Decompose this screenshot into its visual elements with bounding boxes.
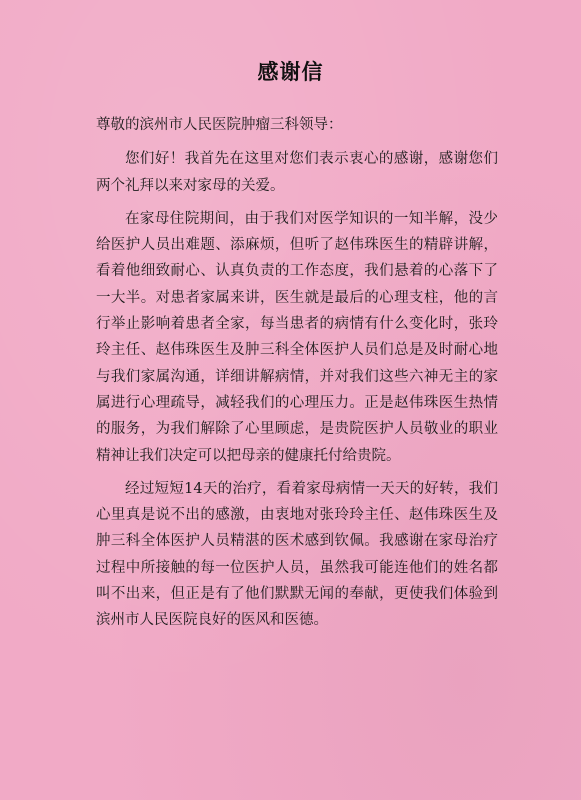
letter-salutation: 尊敬的滨州市人民医院肿瘤三科领导：: [96, 117, 343, 133]
letter-paragraph-2: 在家母住院期间，由于我们对医学知识的一知半解，没少给医护人员出难题、添麻烦，但听了赵伟珠医生的精辟讲解，看着他细致耐心、认真负责的工作态度，我们悬着的心落下了一大半。对患者家属来讲，医生就是最后的心理支柱，他的言行举止影响着患者全家，每当患者的病情有什么变化时，张玲玲主任、赵伟珠医生及肿三科全体医护人员们总是及时耐心地与我们家属沟通，详细讲解病情，并对我们这些六神无主的家属进行心理疏导，减轻我们的心理压力。正是赵伟珠医生热情的服务，为我们解除了心里顾虑，是贵院医护人员敬业的职业精神让我们决定可以把母亲的健康托付给贵院。: [96, 210, 498, 464]
letter-title: 感谢信: [257, 60, 324, 84]
letter-body: [96, 112, 498, 641]
letter-paragraph-1: 您们好！我首先在这里对您们表示衷心的感谢，感谢您们两个礼拜以来对家母的关爱。: [96, 151, 498, 194]
letter-paragraph-3: 经过短短14天的治疗，看着家母病情一天天的好转，我们心里真是说不出的感激，由衷地对张玲玲主任、赵伟珠医生及肿三科全体医护人员精湛的医术感到钦佩。我感谢在家母治疗过程中所接触的每一位医护人员，虽然我可能连他们的姓名都叫不出来，但正是有了他们默默无闻的奉献，更使我们体验到滨州市人民医院良好的医风和医德。: [96, 480, 498, 629]
